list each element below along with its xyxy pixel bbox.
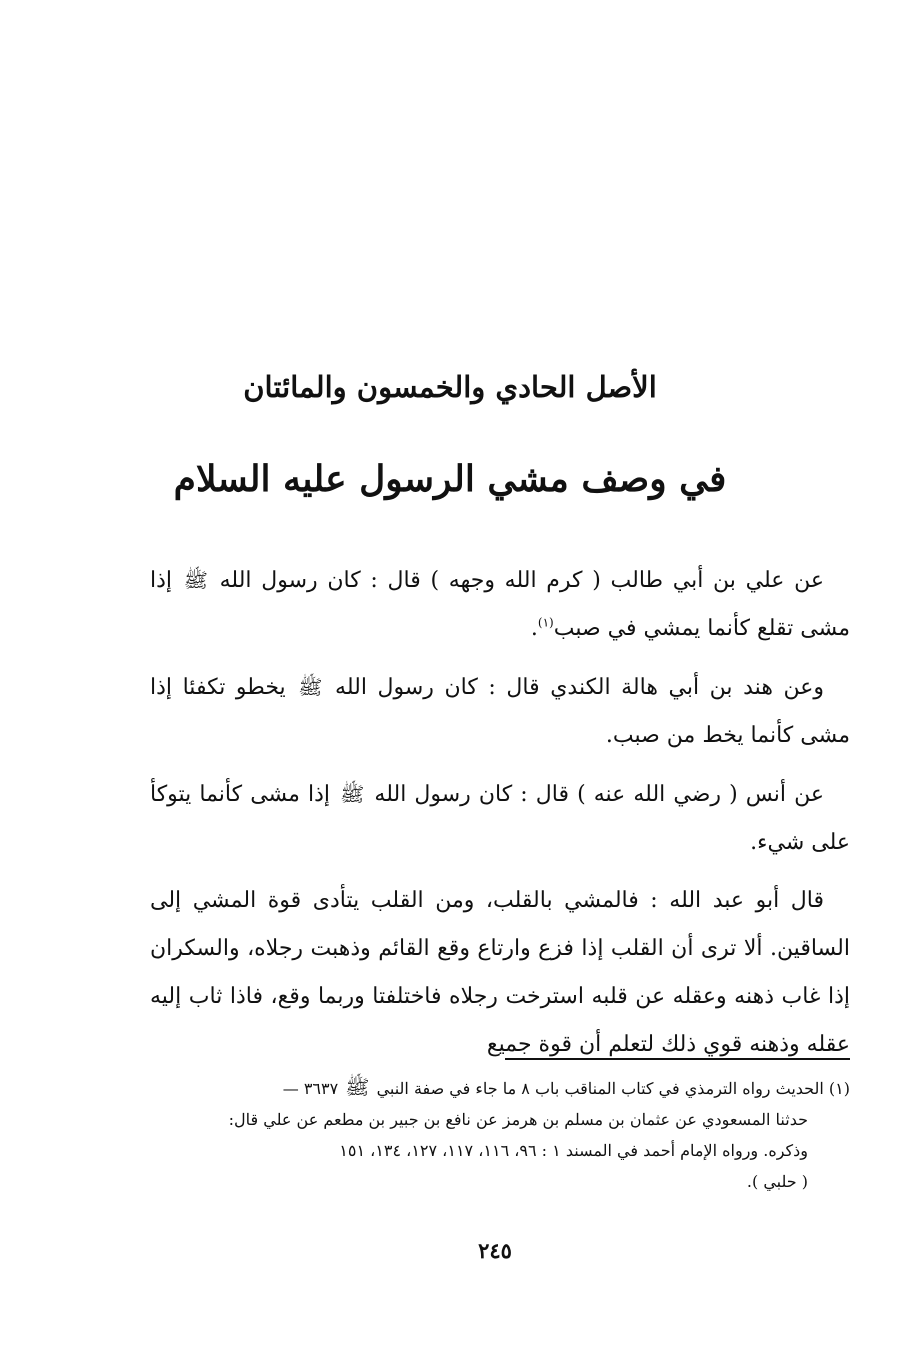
paragraph-1-text-b: إذا مشى تقلع كأنما يمشي في صبب: [150, 568, 850, 641]
salawat-symbol: ﷺ: [345, 1075, 370, 1099]
footnote-divider: [505, 1058, 850, 1060]
footnote-line-3: وذكره. ورواه الإمام أحمد في المسند ١ : ٩٦، ١١٦، ١١٧، ١٢٧، ١٣٤، ١٥١: [339, 1141, 808, 1160]
paragraph-3-text-b: إذا مشى كأنما يتوكأ على شيء.: [150, 782, 850, 855]
paragraph-1-text-a: عن علي بن أبي طالب ( كرم الله وجهه ) قال : كان رسول الله: [219, 568, 824, 593]
footnote-line-4: ( حلبي ).: [746, 1172, 808, 1191]
footnote: [150, 1072, 850, 1197]
paragraph-2: [150, 663, 850, 760]
paragraph-3: [150, 770, 850, 867]
footnote-line-1-text-a: (١) الحديث رواه الترمذي في كتاب المناقب باب ٨ ما جاء في صفة النبي: [376, 1079, 850, 1098]
main-text: [150, 556, 850, 1069]
footnote-line-2: حدثنا المسعودي عن عثمان بن مسلم بن هرمز عن نافع بن جبير بن مطعم عن علي قال:: [228, 1110, 808, 1129]
paragraph-1-end: .: [530, 616, 538, 641]
chapter-title: الأصل الحادي والخمسون والمائتان: [243, 370, 657, 404]
paragraph-2-text-a: وعن هند بن أبي هالة الكندي قال : كان رسول الله: [335, 675, 824, 700]
paragraph-1: [150, 556, 850, 653]
paragraph-4: قال أبو عبد الله : فالمشي بالقلب، ومن القلب يتأدى قوة المشي إلى الساقين. ألا ترى أن القلب إذا فزع وارتاع وقع القائم وذهبت رجلاه، والسكران إذا غاب ذهنه وعقله عن قلبه استرخت رجلاه فاختلفتا وربما وقع، فاذا ثاب إليه عقله وذهنه قوي ذلك لتعلم أن قوة جميع: [150, 888, 850, 1057]
salawat-symbol: ﷺ: [340, 782, 365, 806]
footnote-line-1: [150, 1072, 850, 1104]
salawat-symbol: ﷺ: [183, 568, 208, 592]
page-number: ٢٤٥: [478, 1238, 512, 1263]
salawat-symbol: ﷺ: [298, 675, 323, 699]
paragraph-2-text-b: يخطو تكفئا إذا مشى كأنما يخط من صبب.: [150, 675, 850, 748]
footnote-reference[interactable]: (١): [537, 615, 554, 630]
footnote-line-1-text-b: ٣٦٣٧ —: [282, 1079, 339, 1098]
chapter-subtitle: في وصف مشي الرسول عليه السلام: [173, 458, 727, 500]
paragraph-3-text-a: عن أنس ( رضي الله عنه ) قال : كان رسول الله: [374, 782, 824, 807]
